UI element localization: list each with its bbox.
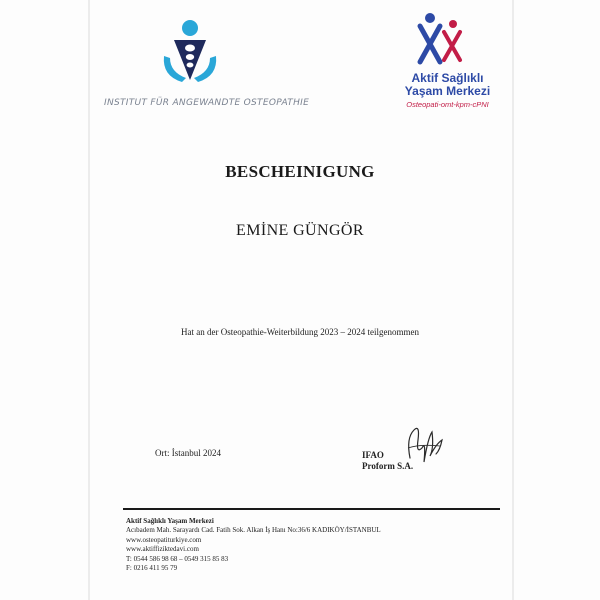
institute-logo-text: INSTITUT FÜR ANGEWANDTE OSTEOPATHIE <box>104 98 310 108</box>
sheet-edge-left <box>88 0 90 600</box>
footer-fax: F: 0216 411 95 79 <box>126 564 178 573</box>
health-center-name <box>385 72 510 98</box>
issuer-line1: IFAO <box>362 450 384 460</box>
footer-address: Acıbadem Mah. Sarayardı Cad. Fatih Sok. Alkan İş Hanı No:36/6 KADIKÖY/İSTANBUL <box>126 526 381 535</box>
handwritten-signature <box>400 418 445 468</box>
issuer-line2: Proform S.A. <box>362 461 414 471</box>
certificate-title: BESCHEINIGUNG <box>225 162 375 181</box>
footer-contact <box>126 517 381 573</box>
sheet-edge-right <box>512 0 514 600</box>
recipient-name: EMİNE GÜNGÖR <box>236 222 364 239</box>
footer-website-2: www.aktiffiziktedavi.com <box>126 545 199 554</box>
footer-divider <box>123 508 500 510</box>
institute-logo <box>160 18 220 88</box>
footer-website-1: www.osteopatiturkiye.com <box>126 535 202 544</box>
place-date: Ort: İstanbul 2024 <box>155 448 221 458</box>
health-center-subtitle: Osteopati-omt-kpm-cPNI <box>406 100 489 109</box>
footer-phone: T: 0544 586 98 68 – 0549 315 85 83 <box>126 554 229 563</box>
health-center-name-line2: Yaşam Merkezi <box>404 84 491 98</box>
health-center-logo <box>408 10 468 72</box>
footer-company: Aktif Sağlıklı Yaşam Merkezi <box>126 517 214 525</box>
participation-statement: Hat an der Osteopathie-Weiterbildung 2023 – 2024 teilgenommen <box>181 327 419 337</box>
health-center-name-line1: Aktif Sağlıklı <box>411 71 484 85</box>
